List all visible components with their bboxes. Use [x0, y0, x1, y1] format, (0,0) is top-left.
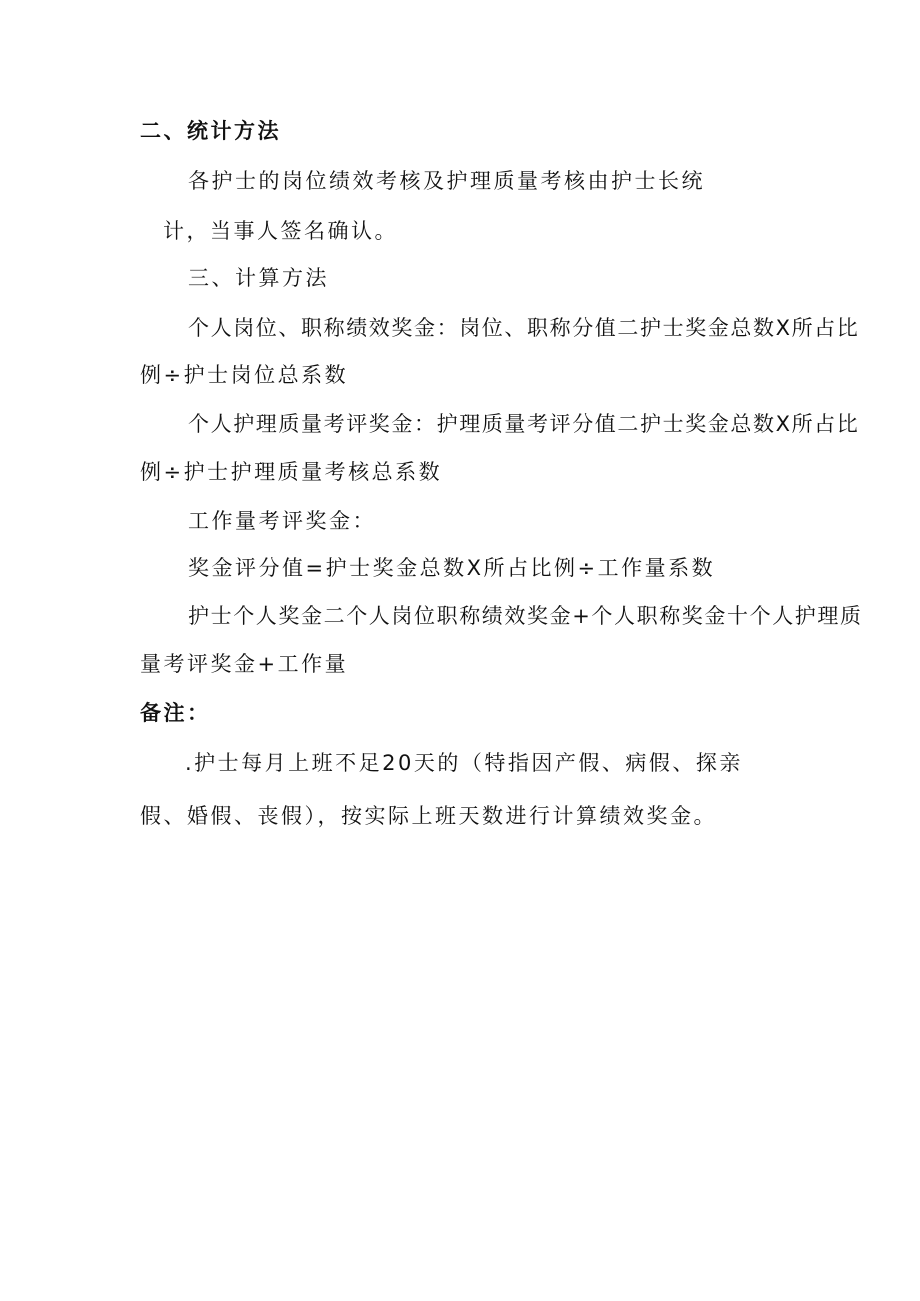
remark-line1: .护士每月上班不足20天的（特指因产假、病假、探亲	[185, 751, 743, 775]
calc-total-line1: 护士个人奖金二个人岗位职称绩效奖金+个人职称奖金十个人护理质	[188, 604, 863, 628]
calc-workload-formula: 奖金评分值=护士奖金总数X所占比例÷工作量系数	[188, 556, 716, 580]
calc-quality-line2: 例÷护士护理质量考核总系数	[140, 460, 443, 484]
calc-position-line1: 个人岗位、职称绩效奖金：岗位、职称分值二护士奖金总数X所占比	[188, 316, 860, 340]
section-stats-paragraph-line2: 计，当事人签名确认。	[163, 219, 398, 243]
remark-line2: 假、婚假、丧假），按实际上班天数进行计算绩效奖金。	[140, 804, 717, 828]
calc-total-line2: 量考评奖金+工作量	[140, 652, 349, 676]
section-stats-heading: 二、统计方法	[140, 119, 281, 143]
remarks-heading: 备注：	[140, 701, 211, 725]
section-calc-heading: 三、计算方法	[188, 266, 329, 290]
calc-position-line2: 例÷护士岗位总系数	[140, 363, 349, 387]
section-stats-paragraph-line1: 各护士的岗位绩效考核及护理质量考核由护士长统	[188, 169, 705, 193]
calc-quality-line1: 个人护理质量考评奖金：护理质量考评分值二护士奖金总数X所占比	[188, 412, 860, 436]
calc-workload-heading: 工作量考评奖金：	[188, 509, 376, 533]
